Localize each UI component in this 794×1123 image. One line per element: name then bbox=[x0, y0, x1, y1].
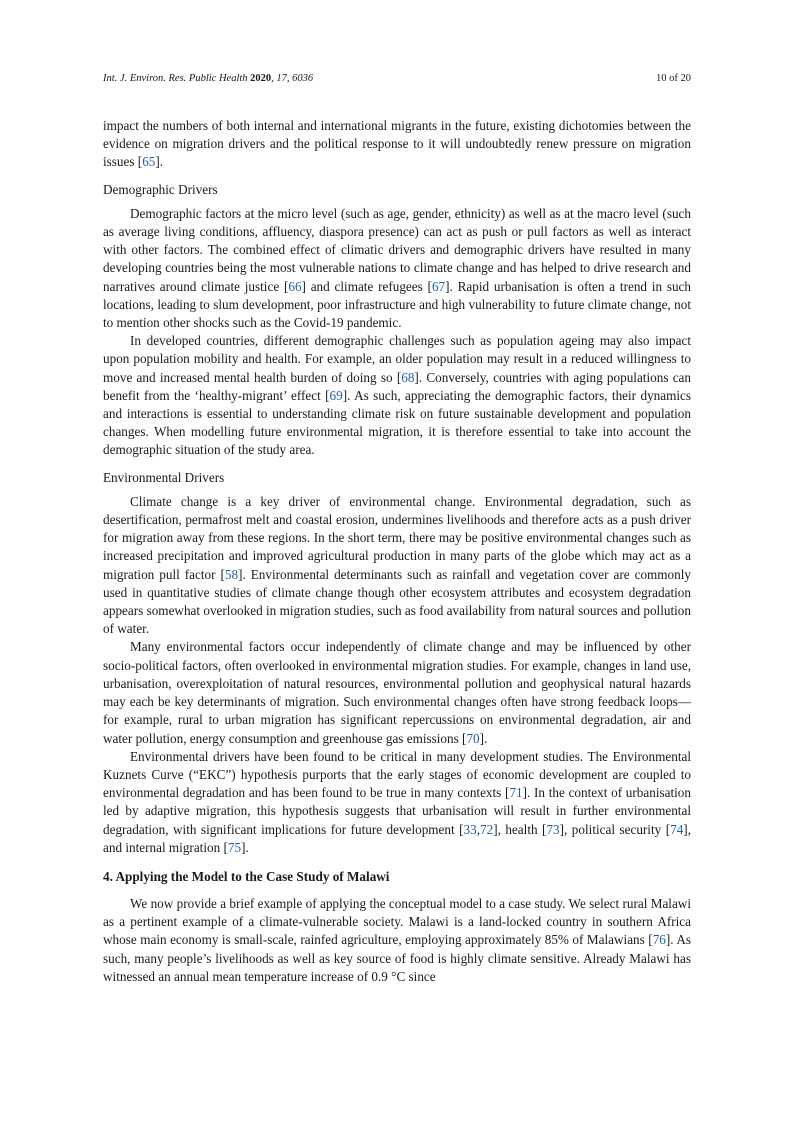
citation-link[interactable]: 71 bbox=[509, 785, 523, 801]
paragraph: Environmental drivers have been found to be critical in many development studies. The Environmental Kuznets Curve (“EKC”) hypothesis purports that the early stages of economic development are coupled to environmental degradation and has been found to be true in many contexts [71]. In the context of urbanisation led by adaptive migration, this hypothesis suggests that urbanisation will result in further environmental degradation, with significant implications for future development [33,72], health [73], political security [74], and internal migration [75]. bbox=[103, 748, 691, 855]
citation-link[interactable]: 66 bbox=[288, 278, 302, 294]
page-number: 10 of 20 bbox=[656, 73, 691, 84]
citation-link[interactable]: 73 bbox=[546, 821, 560, 837]
citation-link[interactable]: 76 bbox=[652, 932, 666, 948]
citation-link[interactable]: 69 bbox=[329, 387, 343, 403]
citation-link[interactable]: 33 bbox=[463, 821, 477, 837]
running-header bbox=[103, 73, 691, 84]
paragraph: Climate change is a key driver of environmental change. Environmental degradation, such as desertification, permafrost melt and coastal erosion, undermines livelihoods and therefore acts as a push driver for migration away from these regions. In the short term, there may be positive environmental changes such as increased precipitation and improved agricultural production in many parts of the globe which may act as a migration pull factor [58]. Environmental determinants such as rainfall and vegetation cover are commonly used in quantitative studies of climate change though other ecosystem attributes and ecosystem degradation appears somewhat overlooked in migration studies, such as food availability from natural sources and pollution of water. bbox=[103, 493, 691, 637]
paragraph: impact the numbers of both internal and international migrants in the future, existing dichotomies between the evidence on migration drivers and the political response to it will undoubtedly renew pressure on migration issues [65]. bbox=[103, 118, 691, 170]
journal-citation: Int. J. Environ. Res. Public Health 2020, 17, 6036 bbox=[103, 73, 314, 84]
citation-link[interactable]: 67 bbox=[431, 278, 446, 294]
subsection-heading: Environmental Drivers bbox=[103, 469, 225, 485]
journal-year: 2020 bbox=[250, 73, 272, 84]
citation-link[interactable]: 74 bbox=[670, 821, 684, 837]
subsection-heading: Demographic Drivers bbox=[103, 181, 218, 197]
section-heading: 4. Applying the Model to the Case Study of Malawi bbox=[103, 868, 390, 884]
paragraph: We now provide a brief example of applying the conceptual model to a case study. We select rural Malawi as a pertinent example of a climate-vulnerable society. Malawi is a land-locked country in southern Africa whose main economy is small-scale, rainfed agriculture, employing approximately 85% of Malawians [76]. As such, many people’s livelihoods as well as key source of food is highly climate sensitive. Already Malawi has witnessed an annual mean temperature increase of 0.9 °C since bbox=[103, 895, 692, 984]
citation-link[interactable]: 65 bbox=[142, 154, 156, 170]
paragraph: In developed countries, different demographic challenges such as population ageing may also impact upon population mobility and health. For example, an older population may result in a reduced willingness to move and increased mental health burden of doing so [68]. Conversely, countries with aging populations can benefit from the ‘healthy-migrant’ effect [69]. As such, appreciating the demographic factors, their dynamics and interactions is essential to understanding climate risk on future sustainable development and population changes. When modelling future environmental migration, it is therefore essential to take into account the demographic situation of the study area. bbox=[103, 333, 692, 458]
citation-link[interactable]: 68 bbox=[401, 369, 415, 385]
citation-link[interactable]: 72 bbox=[480, 821, 494, 837]
paragraph: Demographic factors at the micro level (such as age, gender, ethnicity) as well as at the macro level (such as average living conditions, affluency, diaspora presence) can act as push or pull factors as well as interact with other factors. The combined effect of climatic drivers and demographic drivers have resulted in many developing countries being the most vulnerable nations to climate change and has helped to drive research and narratives around climate justice [66] and climate refugees [67]. Rapid urbanisation is often a trend in such locations, leading to slum development, poor infrastructure and high vulnerability to future climate change, not to mention other shocks such as the Covid-19 pandemic. bbox=[103, 205, 691, 331]
paragraph: Many environmental factors occur independently of climate change and may be influenced by other socio-political factors, often overlooked in environmental migration studies. For example, changes in land use, urbanisation, overexploitation of natural resources, environmental pollution and geophysical natural hazards may each be key determinants of migration. Such environmental changes often have strong feedback loops—for example, rural to urban migration has significant repercussions on environmental degradation, air and water pollution, energy consumption and greenhouse gas emissions [70]. bbox=[103, 639, 691, 746]
page-body bbox=[103, 117, 691, 986]
citation-link[interactable]: 75 bbox=[227, 839, 242, 855]
citation-link[interactable]: 58 bbox=[224, 566, 239, 582]
citation-link[interactable]: 70 bbox=[466, 730, 480, 746]
journal-volume: , 17, 6036 bbox=[271, 73, 314, 84]
